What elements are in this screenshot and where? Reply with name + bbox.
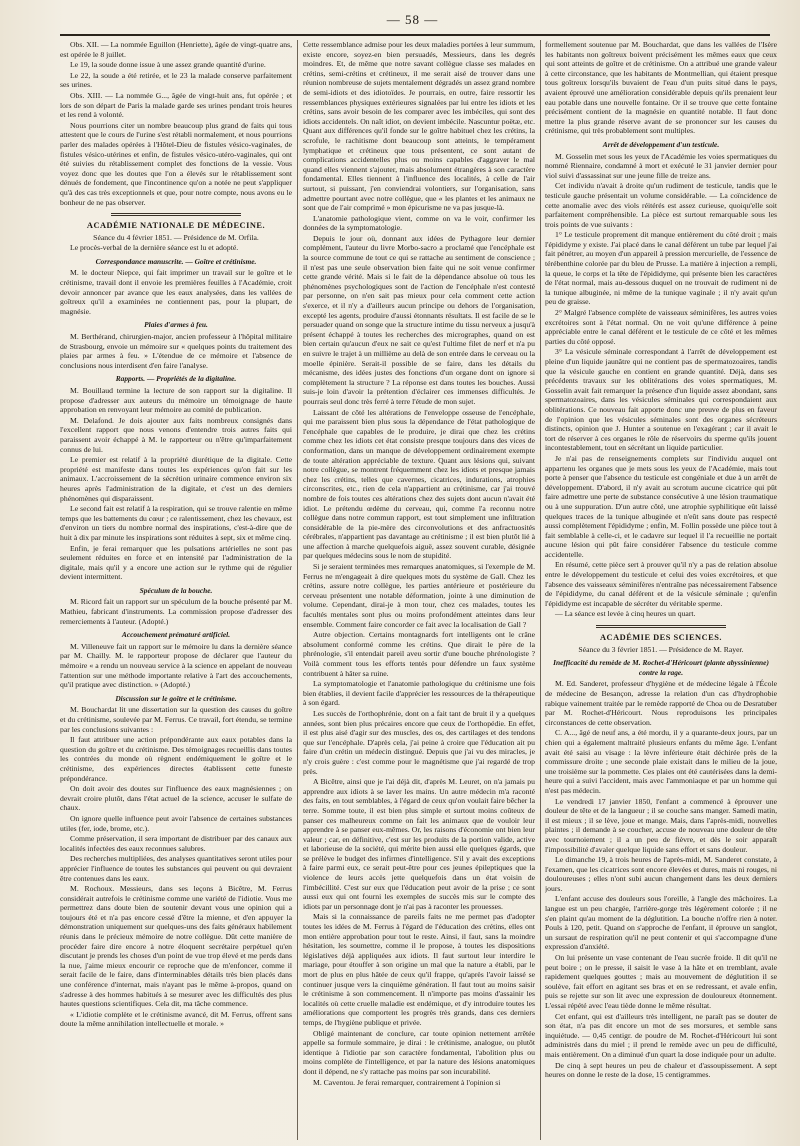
paragraph: Nous pourrions citer un nombre beaucoup plus grand de faits qui tous attestent que le cours de l'urine s'est rétabli normalement, et nous pourrions parler des malades opérées à l'Hôtel-Dieu de fistules vésico-vaginales, de fistules vésico-utérines et enfin, de fistules vésico-utéro-vaginales, qui ont été suivies du rétablissement complet des fonctions de la vessie. Vous voyez donc que les doutes que l'on a élevés sur le rétablissement sont dénués de fondement, que l'incontinence qu'on a notée ne peut s'appliquer qu'à des cas très exceptionnels et que, pour notre compte, nous avons eu le bonheur de ne pas observer. (60, 120, 292, 207)
paragraph: 2° Malgré l'absence complète de vaisseaux séminifères, les autres voies excrétoires sont à l'état normal. On ne voit qu'une différence à peine appréciable entre le canal déférent et le testicule de ce côté et les mêmes parties du côté opposé. (545, 308, 777, 346)
heading-speculum: Spéculum de la bouche. (139, 585, 213, 595)
paragraph: Je n'ai pas de renseignements complets sur l'individu auquel ont appartenu les organes que je mets sous les yeux de l'Académie, mais tout porte à penser que l'absence du testicule est congéniale et due à un arrêt de développement. D'abord, il n'y avait au scrotum aucune cicatrice qui pût faire admettre une perte de substance consécutive à une lésion traumatique ou à une suppuration. D'un autre côté, une atrophie syphilitique eût laissé quelques traces de la tunique albuginée et n'eût sans doute pas respecté aussi complètement l'épididyme ; enfin, M. Follin possède une pièce tout à fait semblable à celle-ci, et le cadavre sur lequel il l'a recueillie ne portait aucune lésion qui pût faire considérer l'absence du testicule comme accidentelle. (545, 453, 777, 559)
heading-rapports: Rapports. — Propriétés de la digitaline. (115, 374, 237, 384)
paragraph: M. Bouillaud termine la lecture de son rapport sur la digitaline. Il propose d'adresser aux auteurs du mémoire un témoignage de haute approbation en renvoyant leur mémoire au comité de publication. (60, 386, 292, 415)
heading-accouchement: Accouchement prématuré artificiel. (121, 630, 231, 640)
paragraph: Cet individu n'avait à droite qu'un rudiment de testicule, tandis que le testicule gauche présentait un volume considérable. — La coïncidence de cette anomalie avec des viols réitérés est assez curieuse, quoiqu'elle soit parfaitement compréhensible. La pièce est surtout remarquable sous les trois points de vue suivants : (545, 181, 777, 229)
paragraph: Les succès de l'orthophrénie, dont on a fait tant de bruit il y a quelques années, sont bien plus précaires encore que ceux de l'orthopédie. En effet, il est plus aisé d'agir sur des muscles, des os, des cartilages et des tendons que sur l'encéphale. D'après cela, j'ai peine à croire que l'éducation ait pu faire d'un crétin un médecin distingué. Depuis que j'ai vu des miracles, je n'y crois guère : c'est comme pour le magnétisme que j'ai regardé de trop près. (303, 708, 535, 776)
paragraph: M. le docteur Niepce, qui fait imprimer un travail sur le goître et le crétinisme, travail dont il envoie les premières feuilles à l'Académie, croit devoir annoncer par avance que les eaux analysées, dans les vallées de goîtreux qu'il a examinées ne contiennent pas, pour la plupart, de magnésie. (60, 268, 292, 316)
paragraph: L'anatomie pathologique vient, comme on va le voir, confirmer les données de la symptomatologie. (303, 213, 535, 233)
paragraph: Le premier est relatif à la propriété diurétique de la digitale. Cette propriété est manifeste dans toutes les expériences qu'on fait sur les animaux. L'accroissement de la sécrétion urinaire commence environ six heures après l'administration de la digitale, et c'est un des derniers phénomènes qui disparaissent. (60, 455, 292, 503)
observation-13: Obs. XIII. — La nommée G..., âgée de vingt-huit ans, fut opérée ; et lors de son départ de Paris la malade garde ses urines pendant trois heures et les rend à volonté. (60, 90, 292, 120)
section-separator (596, 625, 726, 628)
paragraph: On lui présente un vase contenant de l'eau sucrée froide. Il dit qu'il ne peut boire ; on le presse, il saisit le vase à la hâte et en tremblant, avale rapidement quelques gouttes ; mais au mouvement de déglutition il se soulève, fait effort en agitant ses bras et en se redressant, et avale enfin, puis se rejette sur son lit avec une expression de douloureux étonnement. L'essai répété avec l'eau tiède donne le même résultat. (545, 953, 777, 1010)
conclusion: On doit avoir des doutes sur l'influence des eaux magnésiennes ; on devrait croire plutôt, dans l'état actuel de la science, accuser le sulfate de chaux. (60, 784, 292, 813)
seance-line: Séance du 4 février 1851. — Présidence de M. Orfila. (93, 232, 259, 242)
paragraph: 3° La vésicule séminale correspondant à l'arrêt de développement est pleine d'un liquide jaunâtre qui ne contient pas de spermatozoaires, tandis que la vésicule gauche en contient en grande quantité. Déjà, dans ses précédents travaux sur les oblitérations des voies spermatiques, M. Gosselin avait fait remarquer la présence d'un liquide assez abondant, sans spermatozoaires, dans les vésicules séminales qui correspondaient aux oblitérations. Ce nouveau fait apporte donc une preuve de plus en faveur de l'opinion que les vésicules séminales sont des organes sécréteurs distincts, opinion que J. Hunter a soutenue en l'exagérant ; car il avait le tort de réserver à ces organes le rôle de réservoirs du sperme qu'ils jouent incontestablement, tout en sécrétant un liquide particulier. (545, 347, 777, 453)
academie-sciences-title: ACADÉMIE DES SCIENCES. (600, 633, 722, 643)
column-2 (303, 40, 535, 1140)
column-divider-1 (297, 40, 298, 1140)
heading-arret-developpement: Arrêt de développement d'un testicule. (602, 139, 720, 149)
paragraph: 1° Le testicule proprement dit manque entièrement du côté droit ; mais l'épididyme y existe. J'ai placé dans le canal déférent un tube par lequel j'ai fait pénétrer, au moyen d'un appareil à pression mercurielle, de l'essence de térébenthine colorée par du bleu de Prusse. La matière à injection a rempli, la queue, le corps et la tête de l'épididyme, qui présente bien les caractères de l'état normal, mais au-dessous duquel on ne trouvait de rudiment ni de la tunique albuginée, ni même de la tunique vaginale ; il n'y avait qu'un peu de graisse. (545, 230, 777, 307)
paragraph: formellement soutenue par M. Bouchardat, que dans les vallées de l'Isère les habitants non goîtreux boivent précisément les mêmes eaux que ceux qui sont atteints de goître et de crétinisme. On a attribué une grande valeur à cette circonstance, que les habitants de Montmellian, qui étaient presque tous goîtreux lorsqu'ils buvaient de l'eau d'un puits situé dans le pays, avaient éprouvé une amélioration considérable depuis qu'ils prenaient leur eau potable dans une nouvelle fontaine. Or il se trouve que cette fontaine précisément contient de la magnésie en quantité notable. Il faut donc mettre la plus grande réserve avant de se prononcer sur les causes du crétinisme, qui très probablement sont multiples. (545, 40, 777, 136)
paragraph: C. A..., âgé de neuf ans, a été mordu, il y a quarante-deux jours, par un chien qui a également maltraité plusieurs enfants du même âge. L'enfant avait été saisi au visage : la lèvre inférieure était déchirée près de la commissure droite ; une seconde plaie existait dans le milieu de la joue, une troisième sur la pommette. Ces plaies ont été cautérisées dans la demi-heure qui a suivi l'accident, mais avec l'ammoniaque et par un homme qui n'est pas médecin. (545, 728, 777, 795)
conclusion: On ignore quelle influence peut avoir l'absence de certaines substances utiles (fer, iode, brome, etc.). (60, 813, 292, 833)
paragraph: M. Villeneuve fait un rapport sur le mémoire lu dans la dernière séance par M. Chailly. M. le rapporteur propose de déclarer que l'auteur du mémoire « a rendu un nouveau service à la science en appelant de nouveau l'attention sur une méthode importante relative à l'art des accouchements, qu'il pratique avec distinction. » (Adopté.) (60, 641, 292, 690)
paragraph: De cinq à sept heures un peu de chaleur et d'assoupissement. A sept heures on donne le reste de la dose, 15 centigrammes. (545, 1060, 777, 1080)
paragraph: M. Caventou. Je ferai remarquer, contrairement à l'opinion si (313, 1077, 501, 1087)
paragraph: M. Bouchardat lit une dissertation sur la question des causes du goître et du crétinisme, soulevée par M. Ferrus. Ce travail, fort étendu, se termine par les conclusions suivantes : (60, 705, 292, 734)
paragraph: L'enfant accuse des douleurs sous l'oreille, à l'angle des mâchoires. La langue est un peu chargée, l'arrière-gorge très légèrement colorée ; il ne s'en plaint qu'au moment de la déglutition. La bouche n'offre rien à noter. Pouls à 120, petit. Quand on s'approche de l'enfant, il éprouve un sanglot, un sursaut de respiration qu'il ne peut contenir et qui s'accompagne d'une expression d'anxiété. (545, 894, 777, 952)
section-separator (111, 213, 241, 216)
header-rule (60, 34, 770, 36)
paragraph: M. Ricord fait un rapport sur un spéculum de la bouche présenté par M. Mathieu, fabricant d'instruments. La commission propose d'adresser des remerciements à l'auteur. (Adopté.) (60, 597, 292, 626)
heading-plaies: Plaies d'armes à feu. (144, 320, 208, 330)
column-3 (545, 40, 777, 1140)
proces-verbal: Le procès-verbal de la dernière séance est lu et adopté. (70, 243, 239, 253)
academie-medecine-title: ACADÉMIE NATIONALE DE MÉDECINE. (86, 221, 266, 231)
paragraph: La symptomatologie et l'anatomie pathologique du crétinisme une fois bien établies, il devient facile d'apprécier les ressources de la thérapeutique à son égard. (303, 679, 535, 708)
paragraph: En résumé, cette pièce sert à prouver qu'il n'y a pas de relation absolue entre le développement du testicule et celui des voies excrétoires, et que l'absence des vaisseaux séminifères n'entraîne pas nécessairement l'absence de l'épididyme, du canal déférent et de la vésicule séminale ; qu'enfin l'épididyme est incapable de sécréter du véritable sperme. (545, 560, 777, 608)
paragraph: Le dimanche 19, à trois heures de l'après-midi, M. Sanderet constate, à l'examen, que les cicatrices sont encore élevées et dures, mais ni rouges, ni douloureuses ; elles n'ont subi aucun changement dans les deux derniers jours. (545, 855, 777, 893)
paragraph: Enfin, je ferai remarquer que les pulsations artérielles ne sont pas seulement réduites en force et en intensité par l'administration de la digitale, mais qu'il y a encore une action sur le rythme qui de régulier devient intermittent. (60, 543, 292, 582)
paragraph: A Bicêtre, ainsi que je l'ai déjà dit, d'après M. Leuret, on n'a jamais pu apprendre aux idiots à se laver les mains. Un autre médecin m'a raconté des faits, en tout semblables, à l'égard de ceux qu'on voulait faire bêcher la terre. Somme toute, il est bien plus simple et surtout moins coûteux de panser ces malheureux comme on fait les animaux que de vouloir leur apprendre à se panser eux-mêmes. Or, les raisons d'économie ont bien leur valeur ; car, en définitive, c'est sur les produits de la portion valide, active et laborieuse de la société, qui mérite bien aussi elle quelques égards, que se prélève le budget des infirmes d'intelligence. S'il y avait des exceptions à faire parmi eux, ce serait peut-être pour ces jeunes épileptiques que la violence de leurs accès jette quelquefois dans un état voisin de l'imbécillité. C'est sur eux que l'éducation peut avoir de la prise ; ce sont aussi eux qui ont fourni les exemples de succès mis sur le compte des idiots par un personnage dont je n'ai pas à raconter les prouesses. (303, 777, 535, 911)
paragraph: Le second fait est relatif à la respiration, qui se trouve ralentie en même temps que les battements du cœur ; ce ralentissement, chez les chevaux, est d'environ un tiers du nombre normal des inspirations, c'est-à-dire que de huit à dix par minute les inspirations sont réduites à sept, six et même cinq. (60, 504, 292, 542)
paragraph: M. Berthérand, chirurgien-major, ancien professeur à l'hôpital militaire de Strasbourg, envoie un mémoire sur « quelques points du traitement des plaies par armes à feu. » L'étendue de ce mémoire et l'absence de conclusions nous interdisent d'en faire l'analyse. (60, 332, 292, 370)
paragraph: Autre objection. Certains montagnards fort intelligents ont le crâne absolument conformé comme les crétins. Que dirait le père de la phrénologie, s'il entendait pareil aveu sortir d'une bouche phrénologiste ? Voilà comment tous les efforts tentés pour défendre un faux système contribuent à hâter sa ruine. (303, 630, 535, 678)
paragraph: « L'idiotie complète et le crétinisme avancé, dit M. Ferrus, offrent sans doute la même annihilation intellectuelle et morale. » (60, 1009, 292, 1029)
heading-inefficacite: Inefficacité du remède de M. Rochet-d'Héricourt (plante abyssinienne) contre la rage. (553, 658, 769, 677)
heading-correspondance: Correspondance manuscrite. — Goître et crétinisme. (95, 256, 257, 266)
paragraph: Cette ressemblance admise pour les deux maladies portées à leur summum, existe encore, soyez-en bien persuadés, Messieurs, dans les degrés moindres. Et, de même que notre savant collègue classe ses malades en crétins, semi-crétins et crétineux, il me serait aisé de trouver dans une réunion nombreuse de sujets mentalement dégradés un assez grand nombre de semi-idiots et des idiotoïdes. Je pourrais, en outre, faire ressortir les ressemblances physiques extérieures signalées par lui entre les idiots et les crétins, sans avoir besoin de les comparer avec les imbéciles, qui sont des idiots accidentels. On naît idiot, on devient imbécile. Nascuntur poëtæ, etc. Quant aux différences qu'il fonde sur le goître habituel chez les crétins, la scrofule, le rachitisme dont beaucoup sont atteints, le tempérament lymphatique et crétineux que tous présentent, ce sont autant de complications accidentelles plus ou moins capables d'aggraver le mal quand elles viennent s'ajouter, mais absolument étrangères à son caractère fondamental. Elles tiennent à l'influence des localités, à celle de l'air surtout, si puissant, j'en conviendrai volontiers, sur l'organisation, sans admettre pourtant avec notre collègue, que « les plantes et les animaux ne sont que de l'air comprimé » mon épicurisme ne va pas jusque-là. (303, 40, 535, 213)
column-divider-2 (540, 40, 541, 1140)
seance-close: — La séance est levée à cinq heures un quart. (555, 609, 696, 619)
paragraph: Le 22, la soude a été retirée, et le 23 la malade conserve parfaitement ses urines. (60, 70, 292, 90)
paragraph: Le vendredi 17 janvier 1850, l'enfant a commencé à éprouver une douleur de tête et de la langueur ; il se couche sans manger. Samedi matin, il est mieux ; il se lève, joue et mange. Mais, dans l'après-midi, nouvelles plaintes ; il demande à se coucher, accuse de nouveau une douleur de tête avec tournoiement ; il a un peu de fièvre, et dès le soir apparaît l'impossibilité d'avaler quelque liquide sans effort et sans douleur. (545, 796, 777, 854)
conclusion: Des recherches multipliées, des analyses quantitatives seront utiles pour apprécier l'influence de toutes les substances qui peuvent ou qui devraient être contenues dans les eaux. (60, 854, 292, 883)
conclusion: Comme préservation, il sera important de distribuer par des canaux aux localités infectées des eaux reconnues salubres. (60, 834, 292, 853)
paragraph: Mais si la connaissance de pareils faits ne me permet pas d'adopter toutes les idées de M. Ferrus à l'égard de l'éducation des crétins, elles ont mon entière approbation pour tout le reste. Ainsi, il faut, sans la moindre hésitation, les soumettre, comme il le propose, à toutes les dispositions législatives déjà appliquées aux idiots. Il faut surtout leur interdire le mariage, pour étouffer à son origine un mal que la nature a établi, par le mort de plus en plus hâtée de ceux qu'il frappe, qu'après l'avoir laissé se continuer jusque vers la cinquième génération. Il faut tout au moins saisir le crétinisme à son commencement. Il n'importe pas moins d'assainir les localités où cette cruelle maladie est endémique, et d'y introduire toutes les améliorations que comportent les progrès très grands, dans ces derniers temps, de l'hygiène publique et privée. (303, 912, 535, 1027)
paragraph: Le 19, la soude donne issue à une assez grande quantité d'urine. (70, 60, 266, 70)
paragraph: M. Ed. Sanderet, professeur d'hygiène et de médecine légale à l'École de médecine de Besançon, adresse la relation d'un cas d'hydrophobie rabique vainement traitée par le remède rapporté de Choa ou de Desratuber par M. Rochet-d'Héricourt. Nous reproduisons les principales circonstances de cette observation. (545, 679, 777, 727)
paragraph: Depuis le jour où, donnant aux idées de Pythagore leur dernier complément, l'auteur du livre Morbo-sacro a proclamé que l'encéphale est la source commune de tout ce qui se rattache au sentiment de conscience ; il n'est pas une seule observation bien faite qui ne soit venue confirmer cette grande vérité. Mais si le fait de la dépendance absolue où tous les phénomènes psychologiques sont de l'action de l'encéphale n'est contesté par personne, on n'en sait pas mieux pour cela comment cette action s'exerce, et il n'y a d'ailleurs aucun principe ou dehors de l'organisation, excepté les agents, produire d'aussi étonnants résultats. Il est facile de se le persuader quand on songe que la structure intime du tissu nerveux a jusqu'à présent échappé à toutes les recherches des micrographes, quand on est bien certain qu'aucun d'eux ne sait ce qu'est l'ultime filet de nerf et n'a pu en suivre le trajet à un millième au delà de son entrée dans le cerveau ou la moelle épinière. Serait-il possible de se faire, dans les détails du mécanisme, des idées justes des fonctions d'un organe dont on ignore si complètement la structure ? La réponse est dans toutes les bouches. Aussi suis-je loin d'avoir la prétention d'éclairer ces immenses difficultés. Je pourrais seul donc très ferré à terre l'étude de mon sujet. (303, 233, 535, 406)
conclusion: Il faut attribuer une action prépondérante aux eaux potables dans la question du goître et du crétinisme. Des témoignages recueillis dans toutes les contrées du monde où règnent endémiquement le goître et le crétinisme, des expériences directes établissent cette funeste prépondérance. (60, 735, 292, 783)
page-number: — 58 — (386, 12, 439, 27)
paragraph: M. Delafond. Je dois ajouter aux faits nombreux consignés dans l'excellent rapport que nous venons d'entendre trois autres faits qui paraissent avoir échappé à M. le rapporteur ou n'être qu'imparfaitement connus de lui. (60, 415, 292, 454)
heading-discussion: Discussion sur le goître et le crétinisme. (115, 693, 237, 703)
column-1 (60, 40, 292, 1140)
paragraph: M. Rochoux. Messieurs, dans ses leçons à Bicêtre, M. Ferrus considérait autrefois le crétinisme comme une variété de l'idiotie. Vous me permettrez dans doute bien de soutenir devant vous une opinion qui a toujours été et n'a pas encore cessé d'être la mienne, et d'en appuyer la démonstration uniquement sur quelques-uns des faits généraux habilement réunis dans le précieux mémoire de notre collègue. Dût cette manière de procéder faire dire encore à notre éloquent secrétaire perpétuel qu'en discutant je prends les choses d'un point de vue trop élevé et me perds dans la nue, j'aime mieux encourir ce reproche que de m'enfoncer, comme il serait facile de le faire, dans d'interminables détails très bien placés dans une conférence d'internat, mais n'ayant pas le même à-propos, quand on s'adresse à des hommes habitués à se mesurer avec les difficultés des plus hautes questions scientifiques. Cela dit, ma tâche commence. (60, 884, 292, 1009)
paragraph: Laissant de côté les altérations de l'enveloppe osseuse de l'encéphale, qui me paraissent bien plus sous la dépendance de l'état pathologique de l'encéphale que capables de le produire, je dirai que chez les crétins comme chez les idiots cet état consiste presque toujours dans des vices de conformation, dans un manque de développement ordinairement exempte de toute altération appréciable de texture. Quant aux lésions qui, suivant notre collègue, se montrent fréquemment chez les idiots et presque jamais chez les crétins, telles que cavernes, cicatrices, indurations, atrophies circonscrites, etc., rien de cela n'appartient au crétinisme, car j'ai trouvé nombre de fois toutes ces altérations chez des sujets dont aucun n'avait été idiot. Le prétendu œdème du cerveau, qui, comme l'a reconnu notre collègue dans notre commun rapport, est tout simplement une infiltration considérable de la pie-mère des circonvolutions et des anfractuosités cérébrales, n'appartient pas davantage au crétinisme ; il est bien plutôt lié à une affection à marche quelquefois aiguë, assez souvent curable, désignée par quelques médecins sous le nom de stupidité. (303, 407, 535, 561)
observation-12: Obs. XII. — La nommée Eguillon (Henriette), âgée de vingt-quatre ans, est opérée le 8 juillet. (60, 40, 292, 59)
paragraph: M. Gosselin met sous les yeux de l'Académie les voies spermatiques du nommé Riennaire, condamné à mort et exécuté le 31 janvier dernier pour viol suivi d'assassinat sur une jeune fille de treize ans. (545, 151, 777, 180)
paragraph: Cet enfant, qui est d'ailleurs très intelligent, ne paraît pas se douter de son état, n'a pas dit encore un mot de ses morsures, et semble sans inquiétude. — 0,45 centigr. de poudre de M. Rochet-d'Héricourt lui sont administrés dans du miel ; il prend le remède avec un peu de difficulté, mais entièrement. On a diminué d'un quart la dose indiquée pour un adulte. (545, 1011, 777, 1059)
paragraph: Obligé maintenant de conclure, car toute opinion nettement arrêtée appelle sa formule sommaire, je dirai : le crétinisme, analogue, ou plutôt identique à l'idiotie par son caractère fondamental, l'abolition plus ou moins complète de l'intelligence, et par la nature des lésions anatomiques dont il dépend, ne s'y rattache pas moins par son incurabilité. (303, 1028, 535, 1076)
seance-line: Séance du 3 février 1851. — Présidence de M. Rayer. (578, 644, 744, 654)
paragraph: Si je seraient terminées mes remarques anatomiques, si l'exemple de M. Ferrus ne m'engageait à dire quelques mots du système de Gall. Chez les crétins, assure notre collègue, les parties antérieure et postérieure du cerveau présentent une notable déformation, jointe à une diminution de volume. Cependant, dirai-je à mon tour, chez ces malades, toutes les facultés mentales sont plus ou moins profondément atteintes dans leur ensemble. Comment faire concorder ce fait avec la localisation de Gall ? (303, 562, 535, 629)
